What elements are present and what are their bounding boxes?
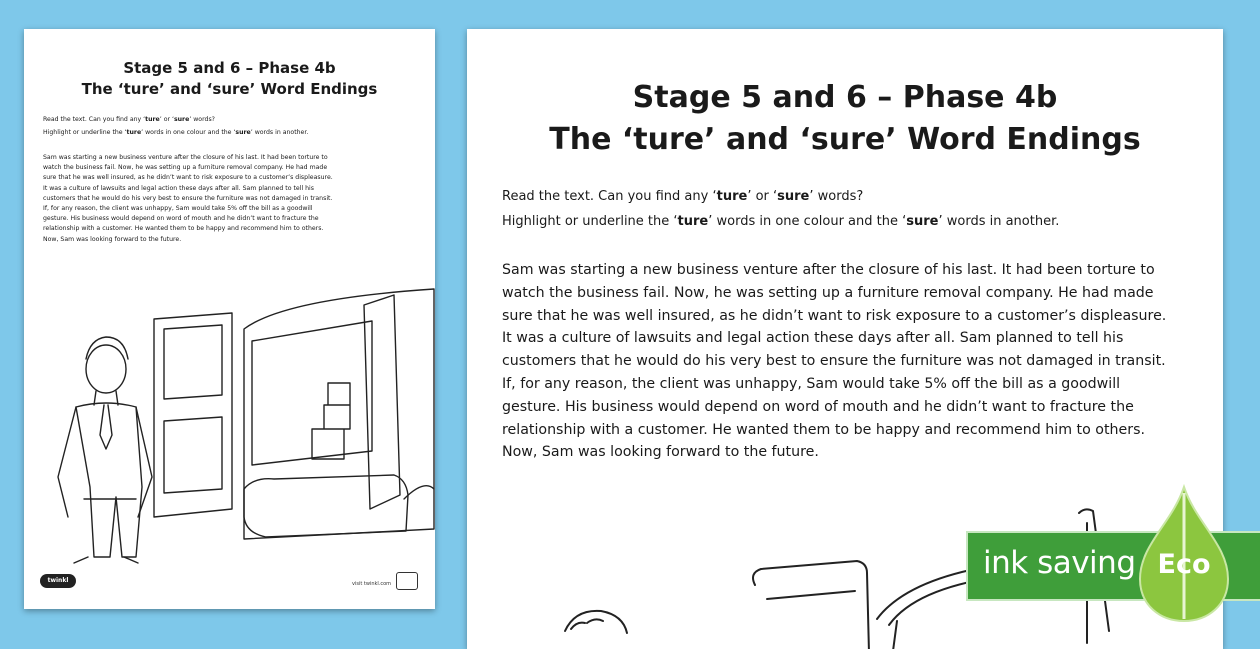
footer-url: visit twinkl.com — [352, 581, 392, 587]
story-line: It was a culture of lawsuits and legal action these days after all. Sam planned to tell his — [43, 184, 314, 192]
thumbnail-instruction-2: Highlight or underline the ‘ture’ words in one colour and the ‘sure’ words in another. — [43, 129, 309, 136]
story-line: It was a culture of lawsuits and legal action these days after all. Sam planned to tell his — [502, 330, 1124, 347]
thumbnail-instruction-1: Read the text. Can you find any ‘ture’ or ‘sure’ words? — [43, 116, 215, 123]
story-line: Sam was starting a new business venture after the closure of his last. It had been torture to — [502, 262, 1155, 278]
quality-badge-icon — [396, 572, 418, 590]
story-line: gesture. His business would depend on word of mouth and he didn’t want to fracture the — [502, 398, 1134, 415]
story-line: sure that he was well insured, as he didn’t want to risk exposure to a customer’s displeasure. — [43, 174, 333, 182]
instruction-1: Read the text. Can you find any ‘ture’ or ‘sure’ words? — [502, 189, 864, 204]
story-line: relationship with a customer. He wanted them to be happy and recommend him to others. — [43, 225, 324, 233]
worksheet-thumbnail[interactable] — [24, 29, 435, 609]
story-line: Now, Sam was looking forward to the future. — [502, 444, 819, 461]
page-title-line1: Stage 5 and 6 – Phase 4b — [632, 80, 1058, 115]
story-line: gesture. His business would depend on word of mouth and he didn’t want to fracture the — [43, 215, 319, 223]
story-line: customers that he would do his very best to ensure the furniture was not damaged in transit. — [502, 353, 1166, 370]
twinkl-logo: twinkl — [40, 574, 76, 588]
page-title-line2: The ‘ture’ and ‘sure’ Word Endings — [549, 122, 1141, 157]
ink-saving-label: ink saving — [983, 545, 1136, 581]
thumbnail-title-line1: Stage 5 and 6 – Phase 4b — [123, 59, 336, 77]
story-line: watch the business fail. Now, he was setting up a furniture removal company. He had made — [502, 284, 1154, 301]
story-line: If, for any reason, the client was unhappy, Sam would take 5% off the bill as a goodwill — [502, 375, 1121, 392]
story-line: Sam was starting a new business venture after the closure of his last. It had been torture to — [43, 154, 328, 161]
story-line: Now, Sam was looking forward to the future. — [43, 235, 182, 243]
story-line: sure that he was well insured, as he didn’t want to risk exposure to a customer’s displeasure. — [502, 307, 1167, 324]
eco-label: Eco — [1157, 549, 1211, 580]
story-line: If, for any reason, the client was unhappy, Sam would take 5% off the bill as a goodwill — [43, 205, 313, 213]
instruction-2: Highlight or underline the ‘ture’ words in one colour and the ‘sure’ words in another. — [502, 214, 1060, 229]
story-line: customers that he would do his very best to ensure the furniture was not damaged in transit. — [43, 194, 333, 202]
eco-leaf-icon — [1136, 483, 1232, 623]
story-line: watch the business fail. Now, he was setting up a furniture removal company. He had made — [43, 164, 328, 172]
man-and-van-illustration — [24, 29, 435, 609]
story-line: relationship with a customer. He wanted them to be happy and recommend him to others. — [502, 421, 1145, 438]
thumbnail-title-line2: The ‘ture’ and ‘sure’ Word Endings — [81, 80, 378, 98]
